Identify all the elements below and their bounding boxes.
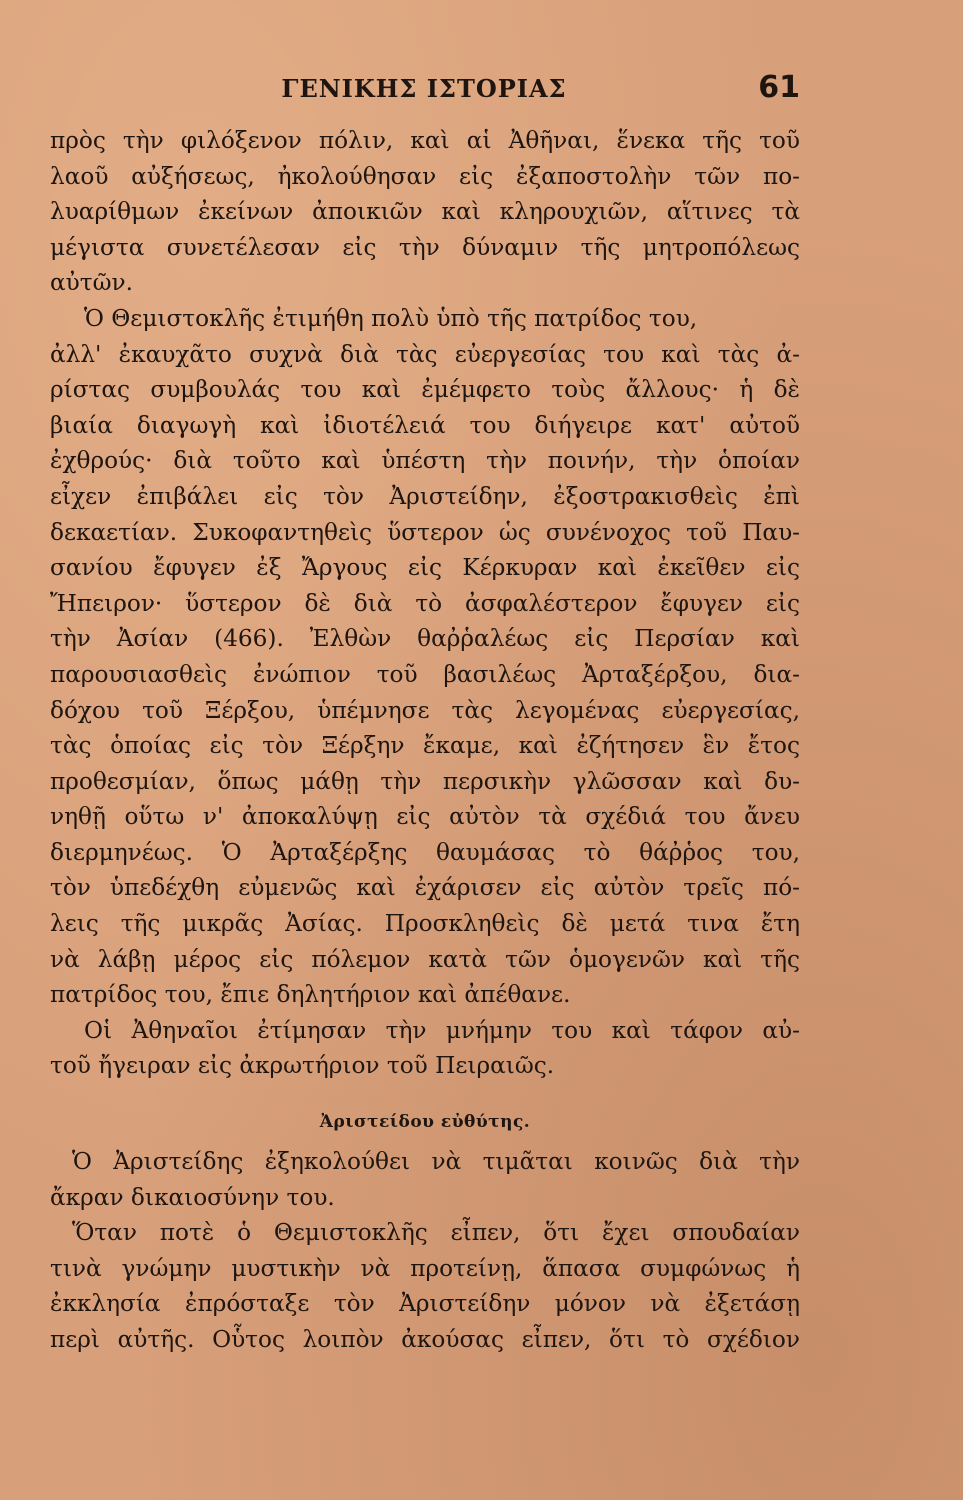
text-line: περὶ αὐτῆς. Οὗτος λοιπὸν ἀκούσας εἶπεν, ὅτι τὸ σχέδιον [50,1326,800,1353]
text-line: δεκαετίαν. Συκοφαντηθεὶς ὕστερον ὡς συνένοχος τοῦ Παυ- [50,518,800,546]
page-number: 61 [758,70,800,105]
text-line: νηθῇ οὕτω ν' ἀποκαλύψῃ εἰς αὐτὸν τὰ σχέδιά του ἄνευ [50,803,800,831]
text-line: ἄκραν δικαιοσύνην του. [50,1183,335,1211]
main-paragraphs [50,123,800,1084]
running-title: ΓΕΝΙΚΗΣ ΙΣΤΟΡΙΑΣ [281,74,567,103]
text-line: μέγιστα συνετέλεσαν εἰς τὴν δύναμιν τῆς μητροπόλεως [50,233,800,261]
text-line: Ὁ Ἀριστείδης ἐξηκολούθει νὰ τιμᾶται κοινῶς διὰ τὴν [72,1148,800,1176]
text-line: ἀλλ' ἐκαυχᾶτο συχνὰ διὰ τὰς εὐεργεσίας του καὶ τὰς ἀ- [50,340,800,368]
body-text [50,123,800,1358]
text-line: τὸν ὑπεδέχθη εὐμενῶς καὶ ἐχάρισεν εἰς αὐτὸν τρεῖς πό- [50,874,800,902]
text-line: πατρίδος του, ἔπιε δηλητήριον καὶ ἀπέθανε. [50,981,571,1009]
text-line: ἐκκλησία ἐπρόσταξε τὸν Ἀριστείδην μόνον νὰ ἐξετάσῃ [50,1290,800,1318]
text-line: πρὸς τὴν φιλόξενον πόλιν, καὶ αἱ Ἀθῆναι, ἕνεκα τῆς τοῦ [50,127,800,154]
text-line: τὰς ὁποίας εἰς τὸν Ξέρξην ἔκαμε, καὶ ἐζήτησεν ἓν ἔτος [50,732,800,760]
text-line: δόχου τοῦ Ξέρξου, ὑπέμνησε τὰς λεγομένας εὐεργεσίας, [50,696,800,724]
text-line: Ἤπειρον· ὕστερον δὲ διὰ τὸ ἀσφαλέστερον ἔφυγεν εἰς [50,589,800,617]
text-line: λαοῦ αὐξήσεως, ἠκολούθησαν εἰς ἐξαποστολὴν τῶν πο- [50,162,800,190]
text-line: ἐχθρούς· διὰ τοῦτο καὶ ὑπέστη τὴν ποινήν, τὴν ὁποίαν [50,447,800,475]
text-line: αὐτῶν. [50,269,133,297]
text-line: Ὅταν ποτὲ ὁ Θεμιστοκλῆς εἶπεν, ὅτι ἔχει σπουδαίαν [72,1219,800,1247]
text-line: νὰ λάβῃ μέρος εἰς πόλεμον κατὰ τῶν ὁμογενῶν καὶ τῆς [50,945,800,973]
text-line: λυαρίθμων ἐκείνων ἀποικιῶν καὶ κληρουχιῶν, αἵτινες τὰ [50,198,800,226]
running-header [48,70,800,110]
text-line: βιαία διαγωγὴ καὶ ἰδιοτέλειά του διήγειρε κατ' αὐτοῦ [50,411,800,439]
text-line: σανίου ἔφυγεν ἐξ Ἄργους εἰς Κέρκυραν καὶ ἐκεῖθεν εἰς [50,554,800,582]
text-line: παρουσιασθεὶς ἐνώπιον τοῦ βασιλέως Ἀρταξέρξου, δια- [50,660,800,688]
section-heading: Ἀριστείδου εὐθύτης. [319,1112,531,1133]
text-line: προθεσμίαν, ὅπως μάθῃ τὴν περσικὴν γλῶσσαν καὶ δυ- [50,767,800,795]
text-line: τινὰ γνώμην μυστικὴν νὰ προτείνῃ, ἅπασα συμφώνως ἡ [50,1254,800,1282]
text-line: λεις τῆς μικρᾶς Ἀσίας. Προσκληθεὶς δὲ μετά τινα ἔτη [50,910,800,938]
section-paragraphs [50,1144,800,1358]
text-line: Ὁ Θεμιστοκλῆς ἐτιμήθη πολὺ ὑπὸ τῆς πατρίδος του, [84,304,698,332]
text-line: εἶχεν ἐπιβάλει εἰς τὸν Ἀριστείδην, ἐξοστρακισθεὶς ἐπὶ [50,482,800,510]
text-line: τὴν Ἀσίαν (466). Ἐλθὼν θαῤῥαλέως εἰς Περσίαν καὶ [50,625,800,653]
text-line: διερμηνέως. Ὁ Ἀρταξέρξης θαυμάσας τὸ θάῤῥος του, [50,838,800,866]
text-line: τοῦ ἤγειραν εἰς ἀκρωτήριον τοῦ Πειραιῶς. [50,1052,555,1080]
text-line: Οἱ Ἀθηναῖοι ἐτίμησαν τὴν μνήμην του καὶ τάφον αὐ- [84,1016,800,1044]
text-line: ρίστας συμβουλάς του καὶ ἐμέμφετο τοὺς ἄλλους· ἡ δὲ [50,376,800,404]
